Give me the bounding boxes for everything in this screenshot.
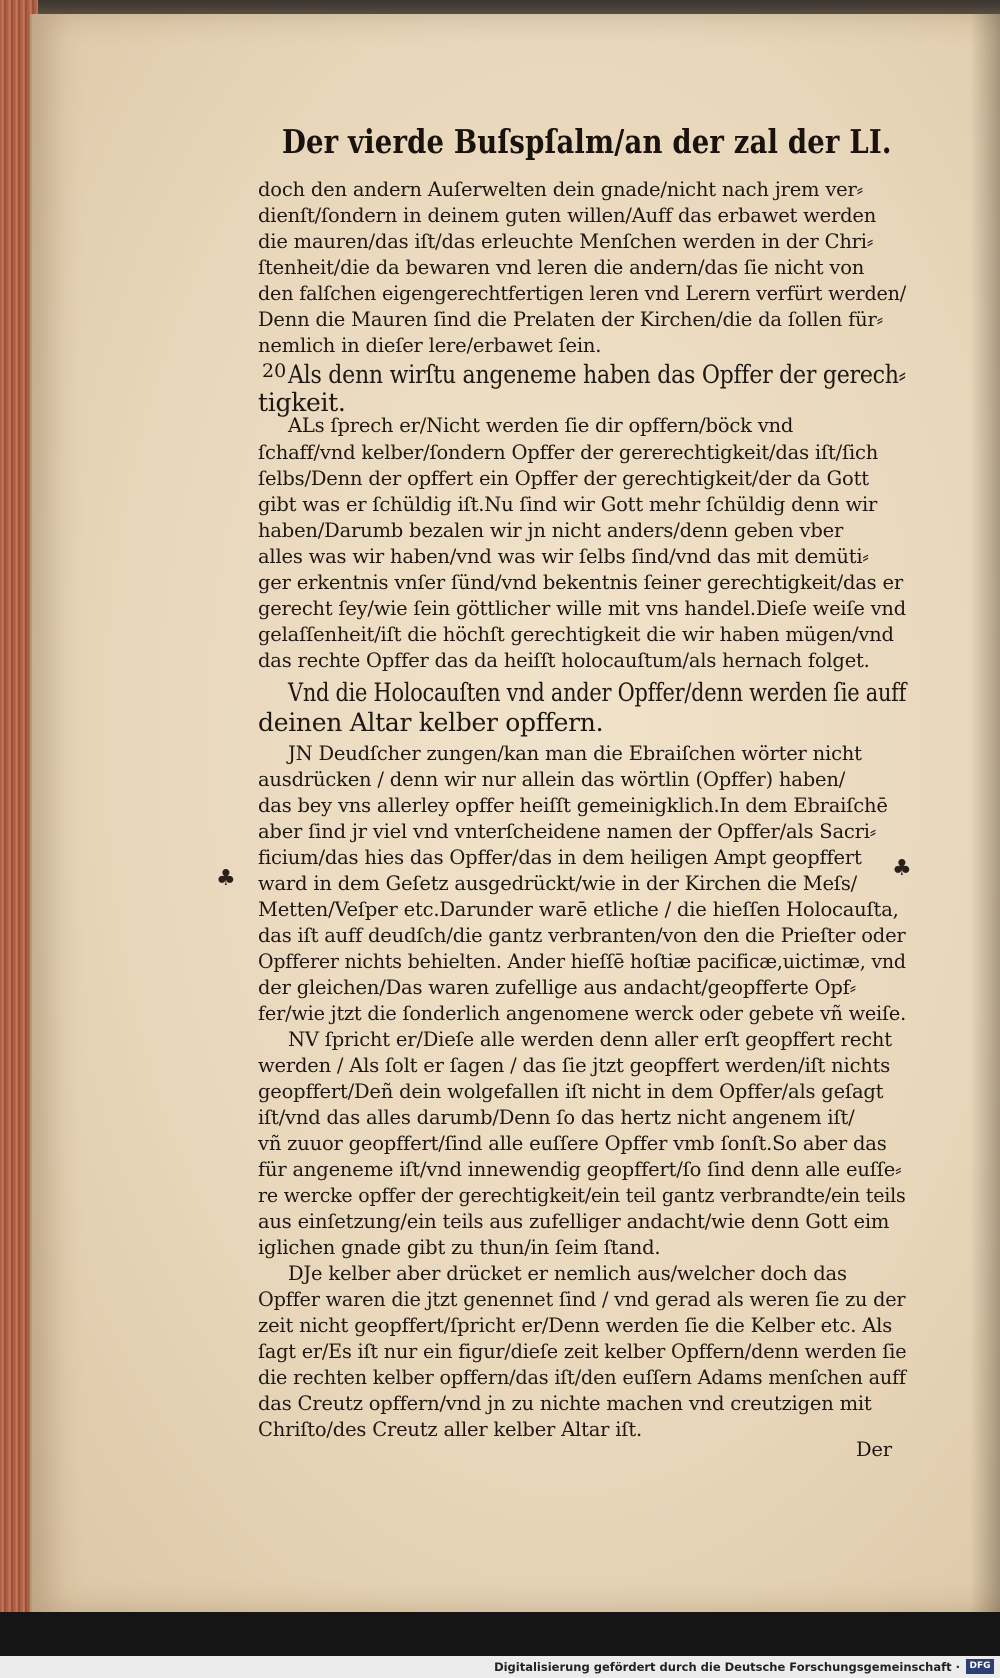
margin-ornament-left-icon: ♣	[216, 866, 236, 891]
text-line: gerecht ſey/wie ſein göttlicher wille mit vns handel.Dieſe weiſe vnd	[258, 597, 906, 620]
text-line: iglichen gnade gibt zu thun/in ſeim ſtand.	[258, 1236, 661, 1259]
text-line: ſagt er/Es iſt nur ein figur/dieſe zeit kelber Opffern/denn werden ſie	[258, 1340, 907, 1363]
dfg-logo: DFG	[966, 1659, 994, 1674]
text-line: ſchaff/vnd kelber/ſondern Opffer der gererechtigkeit/das iſt/ſich	[258, 441, 879, 464]
text-line: die mauren/das iſt/das erleuchte Menſchen werden in der Chri⸗	[258, 230, 874, 253]
text-line: DJe kelber aber drücket er nemlich aus/welcher doch das	[288, 1262, 847, 1285]
text-line: für angeneme iſt/vnd innewendig geopffert/ſo ſind denn alle euſſe⸗	[258, 1158, 902, 1181]
text-line: vñ zuuor geopffert/ſind alle euſſere Opffer vmb ſonſt.So aber das	[258, 1132, 887, 1155]
text-line: ger erkentnis vnſer ſünd/vnd bekentnis ſeiner gerechtigkeit/das er	[258, 571, 903, 594]
text-line: dienſt/ſondern in deinem guten willen/Auff das erbawet werden	[258, 204, 877, 227]
text-line: der gleichen/Das waren zufellige aus andacht/geopfferte Opf⸗	[258, 976, 856, 999]
text-line: nemlich in dieſer lere/erbawet ſein.	[258, 334, 602, 357]
text-line: JN Deudſcher zungen/kan man die Ebraiſchen wörter nicht	[288, 742, 862, 765]
text-line: ALs ſprech er/Nicht werden ſie dir opffern/böck vnd	[288, 414, 794, 437]
text-line: NV ſpricht er/Dieſe alle werden denn aller erſt geopffert recht	[288, 1028, 892, 1051]
text-line: den falſchen eigengerechtfertigen leren vnd Lerern verfürt werden/	[258, 282, 907, 305]
text-line: Opffer waren die jtzt genennet ſind / vnd gerad als weren ſie zu der	[258, 1288, 906, 1311]
text-line: das Creutz opffern/vnd jn zu nichte machen vnd creutzigen mit	[258, 1392, 872, 1415]
verse-line: Vnd die Holocauſten vnd ander Opffer/denn werden ſie auff	[288, 678, 907, 707]
text-line: ward in dem Geſetz ausgedrückt/wie in der Kirchen die Meſs/	[258, 872, 857, 895]
text-line: gibt was er ſchüldig iſt.Nu ſind wir Gott mehr ſchüldig denn wir	[258, 493, 878, 516]
text-line: doch den andern Auſerwelten dein gnade/nicht nach jrem ver⸗	[258, 178, 863, 201]
text-line: das iſt auff deudſch/die gantz verbranten/von den die Prieſter oder	[258, 924, 906, 947]
text-line: alles was wir haben/vnd was wir ſelbs ſind/vnd das mit demüti⸗	[258, 545, 869, 568]
margin-ornament-right-icon: ♣	[892, 856, 912, 881]
text-line: ſtenheit/die da bewaren vnd leren die andern/das ſie nicht von	[258, 256, 865, 279]
verse-line: deinen Altar kelber opffern.	[258, 708, 604, 737]
text-line: Metten/Veſper etc.Darunder warē etliche / die hieſſen Holocauſta,	[258, 898, 899, 921]
text-line: zeit nicht geopffert/ſpricht er/Denn werden ſie die Kelber etc. Als	[258, 1314, 893, 1337]
verse-line: Als denn wirſtu angeneme haben das Opffer der gerech⸗	[288, 360, 906, 389]
running-header: Der vierde Buſspſalm/an der zal der LI.	[282, 122, 892, 161]
text-line: ficium/das hies das Opffer/das in dem heiligen Ampt geopffert	[258, 846, 862, 869]
text-line: das rechte Opffer das da heiſſt holocauſtum/als hernach folget.	[258, 649, 870, 672]
text-line: Chriſto/des Creutz aller kelber Altar iſt.	[258, 1418, 642, 1441]
text-line: werden / Als ſolt er ſagen / das ſie jtzt geopffert werden/iſt nichts	[258, 1054, 891, 1077]
digitization-credit: Digitalisierung gefördert durch die Deutsche Forschungsgemeinschaft ·	[494, 1660, 960, 1674]
text-line: fer/wie jtzt die ſonderlich angenomene werck oder gebete vñ weiſe.	[258, 1002, 907, 1025]
text-line: gelaſſenheit/iſt die höchſt gerechtigkeit die wir haben mügen/vnd	[258, 623, 894, 646]
text-line: Opfferer nichts behielten. Ander hieſſē hoſtiæ pacificæ,uictimæ, vnd	[258, 950, 906, 973]
catchword: Der	[856, 1438, 892, 1461]
verse-line: tigkeit.	[258, 388, 346, 417]
page-gutter-shadow	[970, 14, 1000, 1612]
text-line: haben/Darumb bezalen wir jn nicht anders/denn geben vber	[258, 519, 844, 542]
text-line: Denn die Mauren ſind die Prelaten der Kirchen/die da ſollen für⸗	[258, 308, 883, 331]
text-line: re wercke opffer der gerechtigkeit/ein teil gantz verbrandte/ein teils	[258, 1184, 906, 1207]
text-line: die rechten kelber opffern/das iſt/den euſſern Adams menſchen auff	[258, 1366, 906, 1389]
text-line: iſt/vnd das alles darumb/Denn ſo das hertz nicht angenem iſt/	[258, 1106, 855, 1129]
text-line: ausdrücken / denn wir nur allein das wörtlin (Opffer) haben/	[258, 768, 846, 791]
text-line: aus einſetzung/ein teils aus zufelliger andacht/wie denn Gott eim	[258, 1210, 890, 1233]
text-line: das bey vns allerley opffer heiſſt gemeinigklich.In dem Ebraiſchē	[258, 794, 888, 817]
text-line: geopffert/Deñ dein wolgefallen iſt nicht in dem Opffer/als geſagt	[258, 1080, 884, 1103]
text-line: aber ſind jr viel vnd vnterſcheidene namen der Opffer/als Sacri⸗	[258, 820, 877, 843]
verse-number: 20	[262, 360, 287, 382]
text-line: ſelbs/Denn der opffert ein Opffer der gerechtigkeit/der da Gott	[258, 467, 869, 490]
